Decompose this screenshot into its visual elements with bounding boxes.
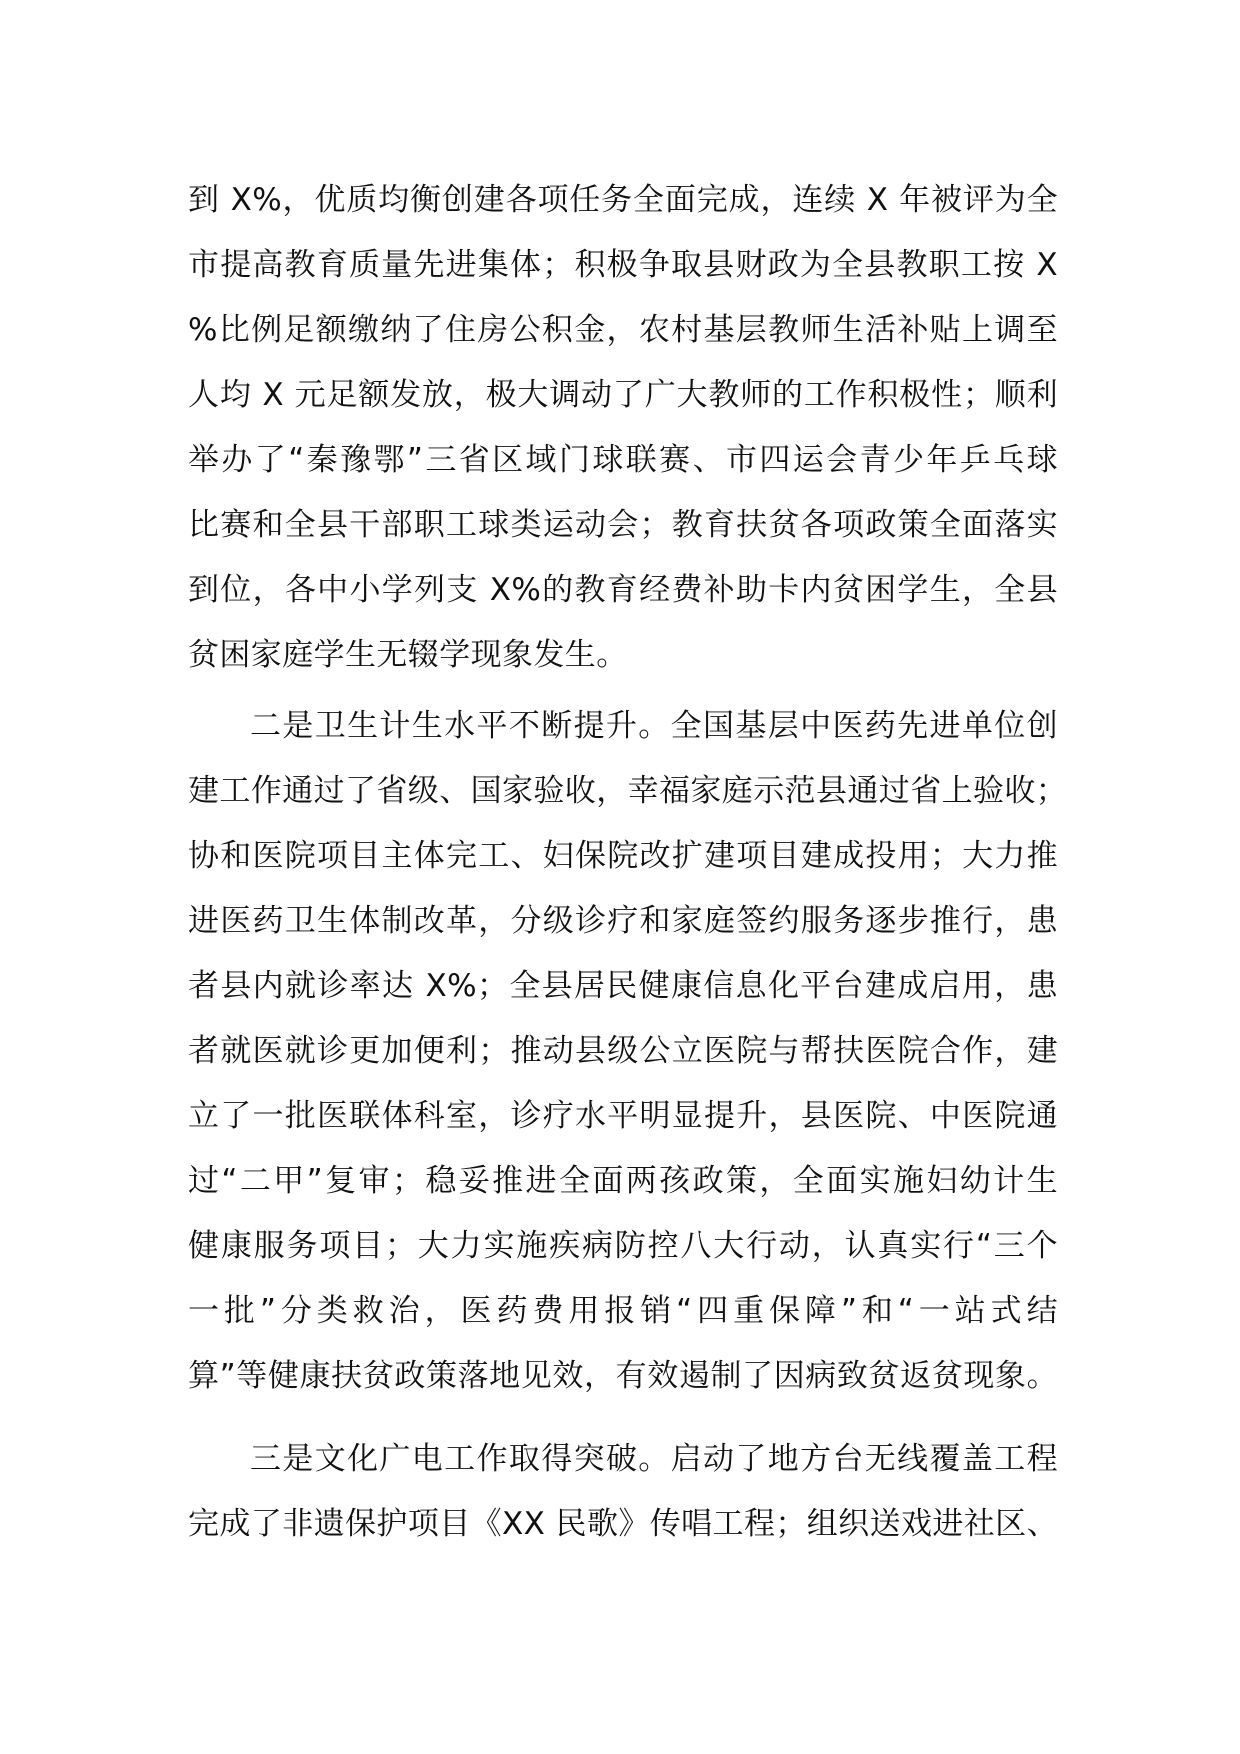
text-line: 一批”分类救治，医药费用报销“四重保障”和“一站式结: [188, 1293, 1058, 1329]
text-line: 到位，各中小学列支 X%的教育经费补助卡内贫困学生，全县: [188, 572, 1058, 608]
text-line: 者就医就诊更加便利；推动县级公立医院与帮扶医院合作，建: [188, 1033, 1058, 1069]
text-line: 举办了“秦豫鄂”三省区域门球联赛、市四运会青少年乒乓球: [188, 442, 1058, 478]
text-line: 完成了非遗保护项目《XX 民歌》传唱工程；组织送戏进社区、: [188, 1506, 1058, 1542]
text-line: 进医药卫生体制改革，分级诊疗和家庭签约服务逐步推行，患: [188, 903, 1058, 939]
paragraph-education: [188, 168, 1058, 688]
document-body: [188, 168, 1068, 1557]
paragraph-culture: [188, 1427, 1058, 1557]
text-line: 建工作通过了省级、国家验收，幸福家庭示范县通过省上验收；: [188, 773, 1068, 809]
text-line: %比例足额缴纳了住房公积金，农村基层教师生活补贴上调至: [188, 312, 1058, 348]
text-line: 二是卫生计生水平不断提升。全国基层中医药先进单位创: [250, 708, 1058, 744]
text-line: 协和医院项目主体完工、妇保院改扩建项目建成投用；大力推: [188, 838, 1058, 874]
text-line: 算”等健康扶贫政策落地见效，有效遏制了因病致贫返贫现象。: [188, 1358, 1058, 1394]
text-line: 三是文化广电工作取得突破。启动了地方台无线覆盖工程: [250, 1441, 1058, 1477]
text-line: 者县内就诊率达 X%；全县居民健康信息化平台建成启用，患: [188, 968, 1058, 1004]
paragraph-spacer: [188, 1409, 1058, 1427]
text-line: 人均 X 元足额发放，极大调动了广大教师的工作积极性；顺利: [188, 377, 1058, 413]
text-line: 过“二甲”复审；稳妥推进全面两孩政策，全面实施妇幼计生: [188, 1163, 1058, 1199]
text-line: 比赛和全县干部职工球类运动会；教育扶贫各项政策全面落实: [188, 507, 1058, 543]
paragraph-health: [188, 694, 1068, 1409]
text-line: 市提高教育质量先进集体；积极争取县财政为全县教职工按 X: [188, 247, 1058, 283]
text-line: 健康服务项目；大力实施疾病防控八大行动，认真实行“三个: [188, 1228, 1058, 1264]
text-line: 到 X%，优质均衡创建各项任务全面完成，连续 X 年被评为全: [188, 182, 1058, 218]
text-line: 贫困家庭学生无辍学现象发生。: [188, 637, 628, 673]
text-line: 立了一批医联体科室，诊疗水平明显提升，县医院、中医院通: [188, 1098, 1058, 1134]
